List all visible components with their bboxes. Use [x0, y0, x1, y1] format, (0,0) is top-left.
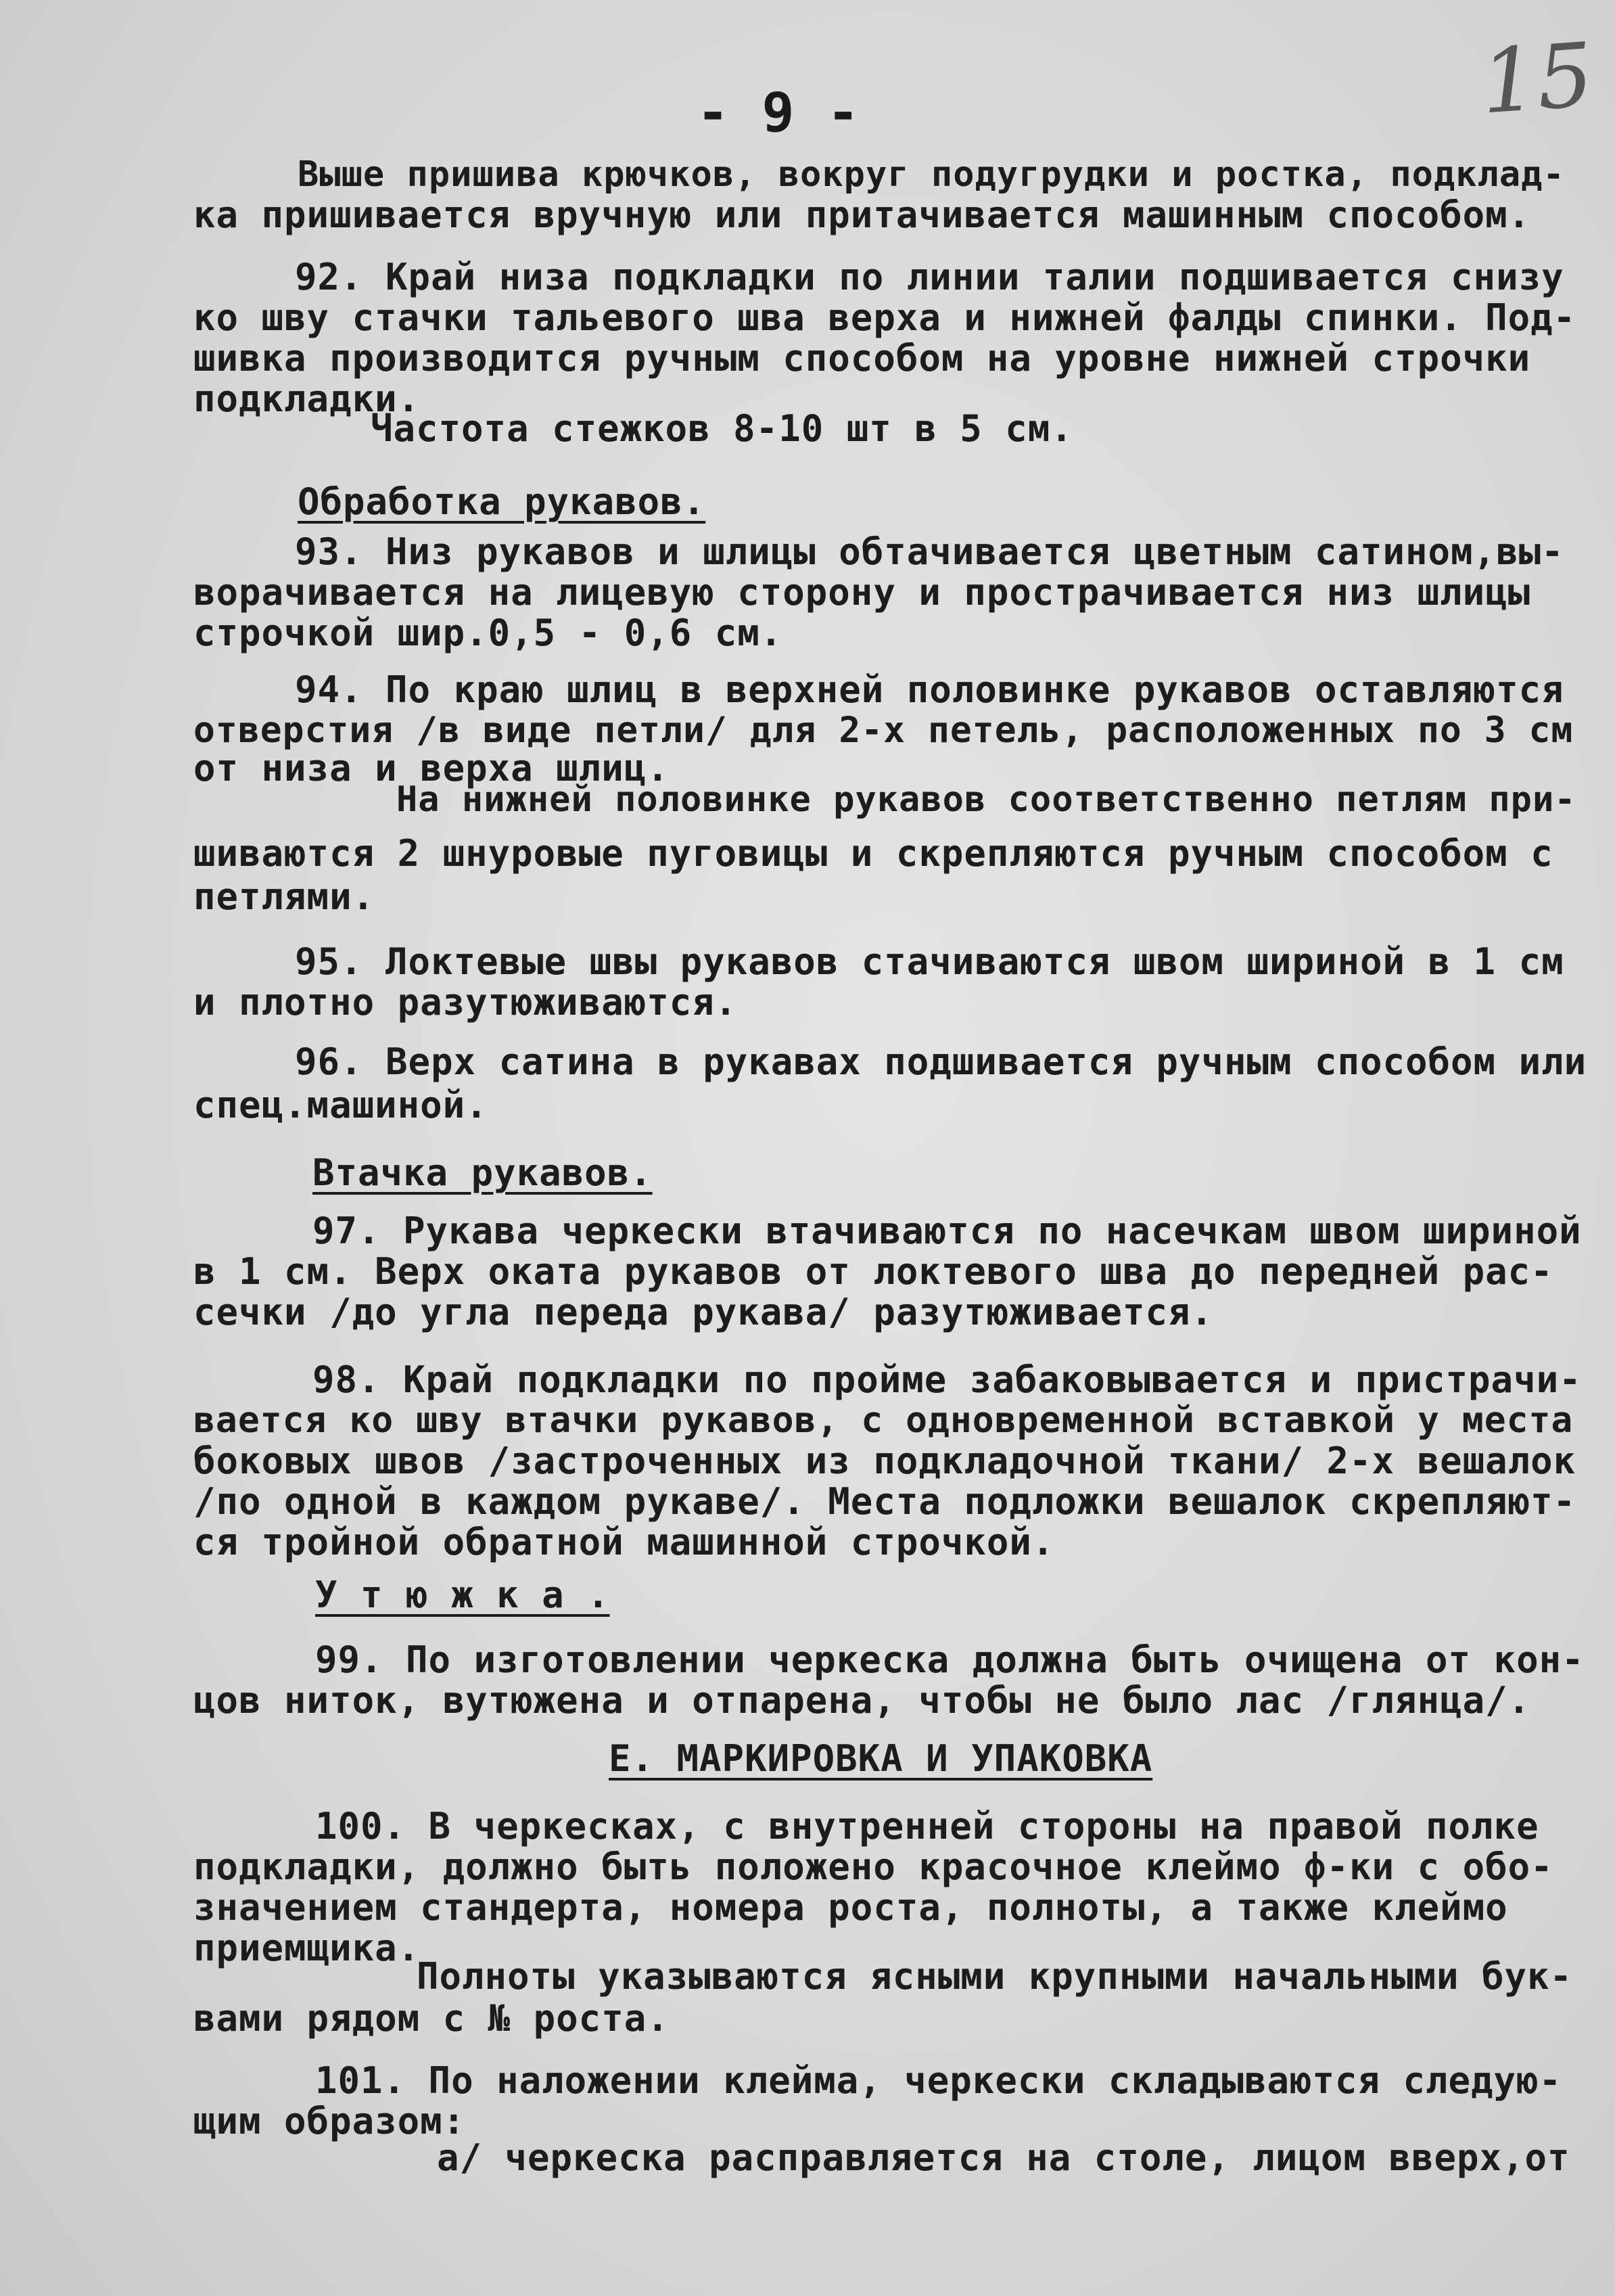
- text-line: 94. По краю шлиц в верхней половинке рукавов оставляются: [295, 668, 1564, 711]
- text-line: Выше пришива крючков, вокруг подугрудки и ростка, подклад-: [298, 154, 1565, 195]
- text-line: 96. Верх сатина в рукавах подшивается ручным способом или: [295, 1040, 1587, 1083]
- text-line: отверстия /в виде петли/ для 2-х петель, расположенных по 3 см: [193, 710, 1574, 751]
- text-line: вается ко шву втачки рукавов, с одновременной вставкой у места: [193, 1400, 1574, 1441]
- text-line: 99. По изготовлении черкеска должна быть очищена от кон-: [315, 1638, 1585, 1681]
- text-line: боковых швов /застроченных из подкладочной ткани/ 2-х вешалок: [193, 1440, 1576, 1482]
- text-line: 100. В черкесках, с внутренней стороны на правой полке: [315, 1805, 1539, 1847]
- text-line: ко шву стачки тальевого шва верха и нижней фалды спинки. Под-: [193, 296, 1576, 339]
- text-line: от низа и верха шлиц.: [193, 747, 670, 789]
- text-line: Полноты указываются ясными крупными начальными бук-: [417, 1955, 1573, 1998]
- text-line: вами рядом с № роста.: [193, 1997, 670, 2040]
- page-number: - 9 -: [697, 81, 860, 144]
- section-heading: Обработка рукавов.: [298, 480, 706, 523]
- text-line: и плотно разутюживаются.: [193, 981, 738, 1024]
- text-line: строчкой шир.0,5 - 0,6 см.: [193, 612, 783, 654]
- text-line: щим образом:: [193, 2100, 466, 2142]
- text-line: цов ниток, вутюжена и отпарена, чтобы не было лас /глянца/.: [193, 1679, 1531, 1722]
- text-line: Частота стежков 8-10 шт в 5 см.: [371, 407, 1073, 450]
- text-line: 93. Низ рукавов и шлицы обтачивается цветным сатином,вы-: [295, 530, 1564, 573]
- text-line: приемщика.: [193, 1927, 421, 1969]
- text-line: спец.машиной.: [193, 1084, 488, 1126]
- text-line: 98. Край подкладки по пройме забаковывается и пристрачи-: [312, 1358, 1582, 1401]
- text-line: /по одной в каждом рукаве/. Места подложки вешалок скрепляют-: [193, 1480, 1576, 1523]
- text-line: подкладки, должно быть положено красочное клеймо ф-ки с обо-: [193, 1845, 1553, 1888]
- text-line: петлями.: [193, 875, 375, 918]
- text-line: шиваются 2 шнуровые пуговицы и скрепляются ручным способом с: [193, 832, 1553, 875]
- text-line: значением стандерта, номера роста, полноты, а также клеймо: [193, 1886, 1508, 1929]
- folio-number: 15: [1477, 23, 1597, 134]
- text-line: 97. Рукава черкески втачиваются по насечкам швом шириной: [312, 1210, 1582, 1252]
- text-line: а/ черкеска расправляется на столе, лицом вверх,от: [437, 2136, 1570, 2179]
- text-line: сечки /до угла переда рукава/ разутюживается.: [193, 1291, 1213, 1333]
- text-line: 95. Локтевые швы рукавов стачиваются швом шириной в 1 см: [295, 940, 1564, 983]
- section-heading: У т ю ж к а .: [315, 1574, 610, 1616]
- section-heading: Е. МАРКИРОВКА И УПАКОВКА: [609, 1737, 1153, 1780]
- section-heading: Втачка рукавов.: [312, 1151, 653, 1194]
- text-line: подкладки.: [193, 377, 421, 420]
- text-line: ворачивается на лицевую сторону и прострачивается низ шлицы: [193, 571, 1531, 614]
- text-line: На нижней половинке рукавов соответственно петлям при-: [396, 779, 1576, 820]
- text-line: в 1 см. Верх оката рукавов от локтевого шва до передней рас-: [193, 1250, 1553, 1293]
- text-line: ся тройной обратной машинной строчкой.: [193, 1521, 1055, 1563]
- text-line: шивка производится ручным способом на уровне нижней строчки: [193, 337, 1531, 380]
- text-line: 101. По наложении клейма, черкески складываются следую-: [315, 2059, 1562, 2102]
- text-line: 92. Край низа подкладки по линии талии подшивается снизу: [295, 256, 1564, 298]
- text-line: ка пришивается вручную или притачивается машинным способом.: [193, 193, 1531, 236]
